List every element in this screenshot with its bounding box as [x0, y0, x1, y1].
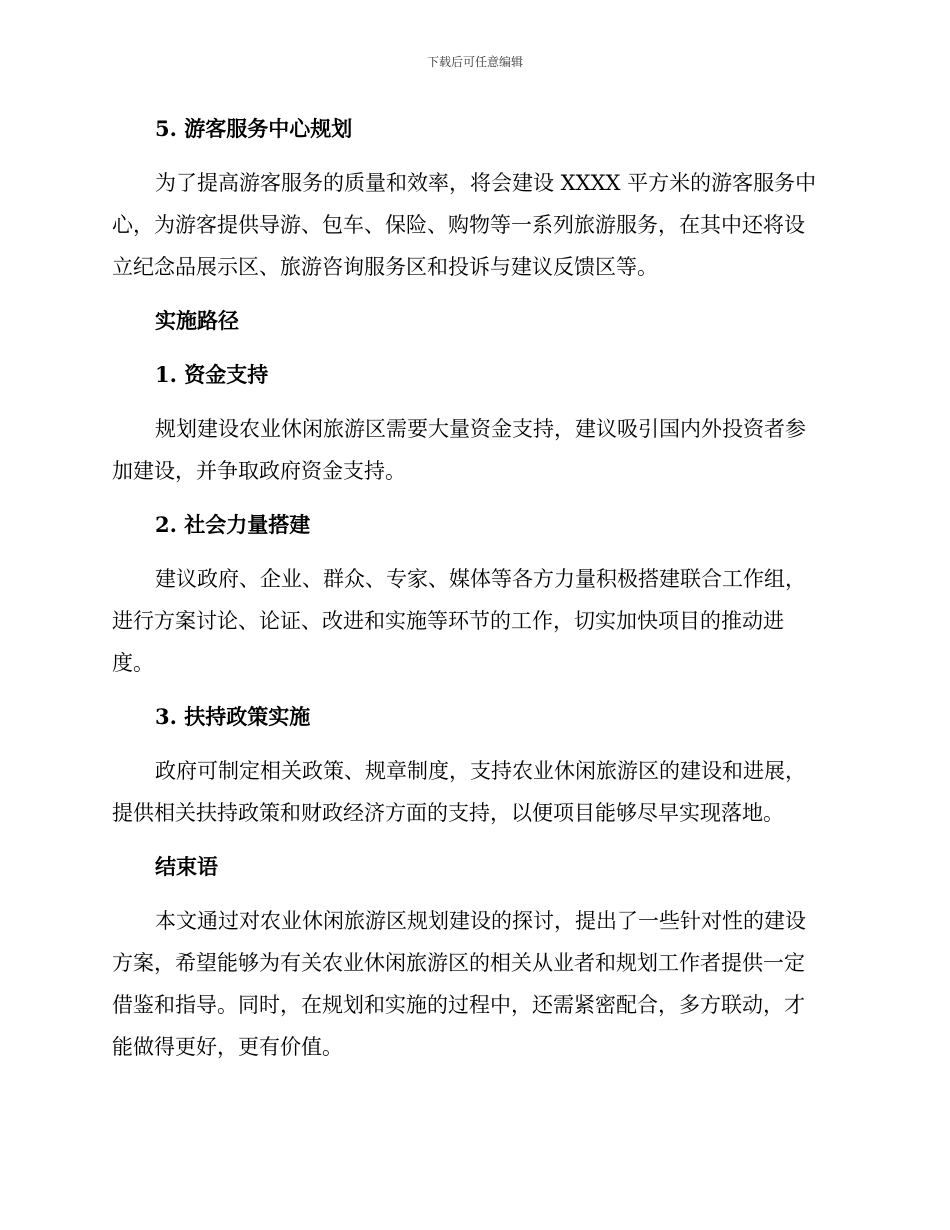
paragraph-line: 加建设，并争取政府资金支持。 — [112, 459, 406, 483]
paragraph-policy-support — [112, 750, 836, 834]
paragraph-line: 政府可制定相关政策、规章制度，支持农业休闲旅游区的建设和进展， — [155, 759, 806, 783]
paragraph-line: 度。 — [112, 651, 154, 675]
paragraph-line: 能做得更好，更有价值。 — [112, 1035, 343, 1059]
paragraph-line: 借鉴和指导。同时，在规划和实施的过程中，还需紧密配合，多方联动，才 — [112, 993, 805, 1017]
paragraph-line: 提供相关扶持政策和财政经济方面的支持，以便项目能够尽早实现落地。 — [112, 801, 784, 825]
paragraph-funding — [112, 408, 836, 492]
paragraph-social-forces — [112, 558, 836, 684]
paragraph-line: 本文通过对农业休闲旅游区规划建设的探讨，提出了一些针对性的建设 — [155, 909, 806, 933]
paragraph-line: 为了提高游客服务的质量和效率，将会建设 XXXX 平方米的游客服务中 — [155, 171, 817, 195]
paragraph-line: 方案，希望能够为有关农业休闲旅游区的相关从业者和规划工作者提供一定 — [112, 951, 805, 975]
section-heading-conclusion: 结束语 — [155, 854, 218, 879]
paragraph-line: 规划建设农业休闲旅游区需要大量资金支持，建议吸引国内外投资者参 — [155, 417, 806, 441]
paragraph-line: 进行方案讨论、论证、改进和实施等环节的工作，切实加快项目的推动进 — [112, 609, 784, 633]
paragraph-line: 心，为游客提供导游、包车、保险、购物等一系列旅游服务，在其中还将设 — [112, 213, 805, 237]
section-heading-visitor-center: 5. 游客服务中心规划 — [155, 116, 353, 141]
section-heading-implementation: 实施路径 — [155, 308, 239, 333]
document-body — [112, 108, 836, 1080]
paragraph-conclusion — [112, 900, 836, 1068]
paragraph-visitor-center — [112, 162, 836, 288]
section-heading-policy-support: 3. 扶持政策实施 — [155, 704, 311, 729]
section-heading-social-forces: 2. 社会力量搭建 — [155, 512, 311, 537]
section-heading-funding: 1. 资金支持 — [155, 362, 269, 387]
paragraph-line: 建议政府、企业、群众、专家、媒体等各方力量积极搭建联合工作组， — [155, 567, 806, 591]
paragraph-line: 立纪念品展示区、旅游咨询服务区和投诉与建议反馈区等。 — [112, 255, 658, 279]
header-note: 下载后可任意编辑 — [426, 55, 523, 69]
